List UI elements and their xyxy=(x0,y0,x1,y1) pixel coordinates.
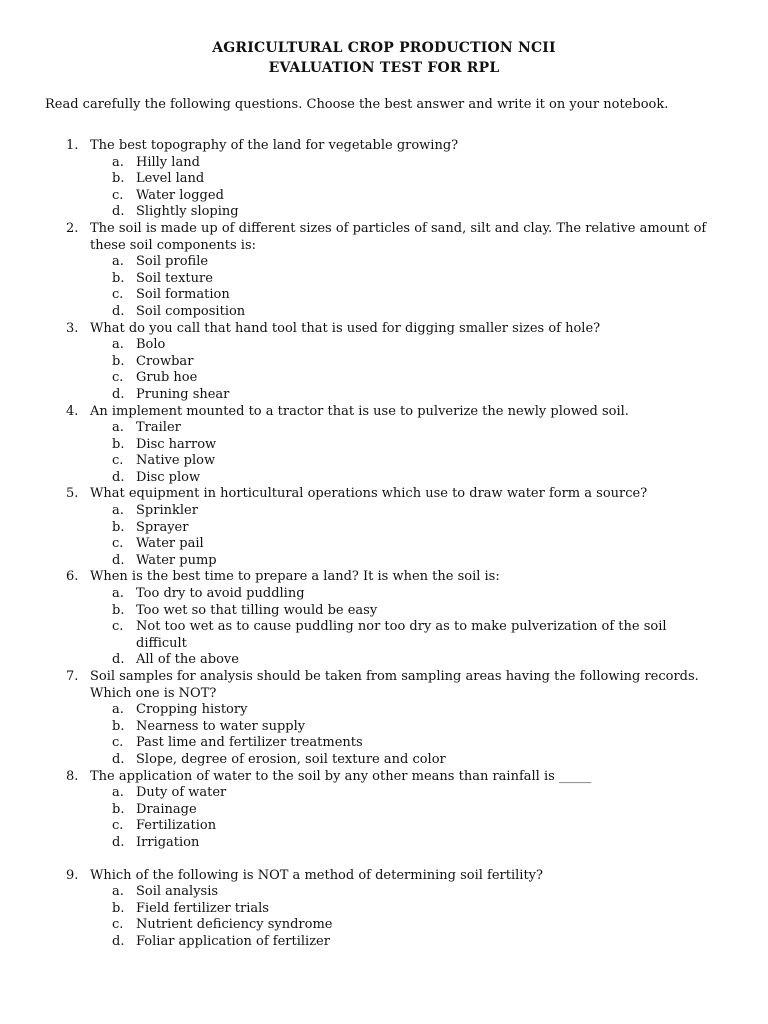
option-letter: c. xyxy=(112,536,124,552)
answer-option xyxy=(0,835,768,852)
answer-option xyxy=(0,652,768,669)
option-letter: b. xyxy=(112,900,125,916)
option-letter: b. xyxy=(112,171,125,187)
option-text: Disc harrow xyxy=(136,436,217,452)
option-text: All of the above xyxy=(136,652,239,668)
question-text: The application of water to the soil by any other means than rainfall is _____ xyxy=(90,768,592,784)
answer-option xyxy=(0,934,768,951)
question-text: An implement mounted to a tractor that is use to pulverize the newly plowed soil. xyxy=(90,403,629,419)
option-text: Sprinkler xyxy=(136,503,198,519)
option-letter: a. xyxy=(112,254,124,270)
question-text: What do you call that hand tool that is used for digging smaller sizes of hole? xyxy=(90,320,601,336)
question-item xyxy=(0,486,768,503)
option-text: Not too wet as to cause puddling nor too dry as to make pulverization of the soil difficult xyxy=(136,619,667,651)
option-letter: b. xyxy=(112,270,125,286)
answer-option xyxy=(0,204,768,221)
answer-option xyxy=(0,354,768,371)
answer-option xyxy=(0,702,768,719)
answer-option xyxy=(0,503,768,520)
question-item xyxy=(0,138,768,155)
option-text: Irrigation xyxy=(136,834,200,850)
option-text: Hilly land xyxy=(136,154,200,170)
option-text: Sprayer xyxy=(136,519,189,535)
option-letter: d. xyxy=(112,751,125,767)
option-letter: a. xyxy=(112,503,124,519)
answer-option xyxy=(0,719,768,736)
answer-option xyxy=(0,785,768,802)
question-text: The soil is made up of different sizes of particles of sand, silt and clay. The relative amount of these soil components is: xyxy=(90,220,707,253)
answer-option xyxy=(0,271,768,288)
question-text: Which of the following is NOT a method of determining soil fertility? xyxy=(90,867,544,883)
option-letter: b. xyxy=(112,519,125,535)
option-letter: c. xyxy=(112,917,124,933)
answer-option xyxy=(0,337,768,354)
option-letter: c. xyxy=(112,453,124,469)
option-letter: c. xyxy=(112,818,124,834)
question-number: 9. xyxy=(66,867,79,883)
option-text: Too dry to avoid puddling xyxy=(136,586,305,602)
option-text: Crowbar xyxy=(136,353,194,369)
question-item xyxy=(0,769,768,786)
question-number: 2. xyxy=(66,220,79,236)
option-letter: c. xyxy=(112,187,124,203)
question-number: 8. xyxy=(66,768,79,784)
option-text: Level land xyxy=(136,171,205,187)
document-subtitle: EVALUATION TEST FOR RPL xyxy=(268,60,500,76)
answer-option xyxy=(0,420,768,437)
option-letter: a. xyxy=(112,702,124,718)
option-letter: d. xyxy=(112,469,125,485)
option-text: Bolo xyxy=(136,337,166,353)
answer-option xyxy=(0,304,768,321)
option-text: Foliar application of fertilizer xyxy=(136,933,330,949)
option-letter: d. xyxy=(112,933,125,949)
question-number: 4. xyxy=(66,403,79,419)
option-letter: a. xyxy=(112,420,124,436)
option-text: Water pail xyxy=(136,536,204,552)
answer-option xyxy=(0,901,768,918)
option-letter: d. xyxy=(112,204,125,220)
answer-option xyxy=(0,603,768,620)
option-letter: a. xyxy=(112,884,124,900)
answer-option xyxy=(0,370,768,387)
question-item xyxy=(0,404,768,421)
answer-option xyxy=(0,619,768,652)
option-letter: d. xyxy=(112,552,125,568)
question-number: 5. xyxy=(66,486,79,502)
question-item xyxy=(0,569,768,586)
option-letter: c. xyxy=(112,735,124,751)
option-text: Soil analysis xyxy=(136,884,219,900)
option-letter: d. xyxy=(112,834,125,850)
answer-option xyxy=(0,188,768,205)
option-letter: c. xyxy=(112,370,124,386)
option-letter: a. xyxy=(112,785,124,801)
answer-option xyxy=(0,802,768,819)
question-number: 7. xyxy=(66,669,79,684)
answer-option xyxy=(0,735,768,752)
option-letter: a. xyxy=(112,337,124,353)
option-text: Past lime and fertilizer treatments xyxy=(136,735,363,751)
option-letter: b. xyxy=(112,353,125,369)
question-item xyxy=(0,321,768,338)
answer-option xyxy=(0,387,768,404)
answer-option xyxy=(0,553,768,570)
option-letter: b. xyxy=(112,718,125,734)
question-text: What equipment in horticultural operations which use to draw water form a source? xyxy=(90,486,648,502)
answer-option xyxy=(0,437,768,454)
option-letter: d. xyxy=(112,652,125,668)
question-item xyxy=(0,221,768,254)
option-letter: c. xyxy=(112,619,124,635)
answer-option xyxy=(0,884,768,901)
answer-option xyxy=(0,453,768,470)
option-text: Soil composition xyxy=(136,303,246,319)
option-letter: b. xyxy=(112,602,125,618)
question-number: 6. xyxy=(66,569,79,585)
option-text: Field fertilizer trials xyxy=(136,900,269,916)
option-letter: b. xyxy=(112,436,125,452)
option-text: Slightly sloping xyxy=(136,204,239,220)
answer-option xyxy=(0,470,768,487)
answer-option xyxy=(0,917,768,934)
question-list xyxy=(0,138,768,951)
option-letter: a. xyxy=(112,586,124,602)
instructions-paragraph: Read carefully the following questions. Choose the best answer and write it on your notebook. xyxy=(45,97,669,112)
answer-option xyxy=(0,520,768,537)
option-text: Too wet so that tilling would be easy xyxy=(136,602,378,618)
option-text: Pruning shear xyxy=(136,386,230,402)
answer-option xyxy=(0,536,768,553)
option-letter: b. xyxy=(112,801,125,817)
option-text: Soil profile xyxy=(136,254,209,270)
option-text: Fertilization xyxy=(136,818,217,834)
question-item xyxy=(0,669,768,702)
option-text: Nearness to water supply xyxy=(136,718,306,734)
question-item xyxy=(0,868,768,885)
option-letter: d. xyxy=(112,386,125,402)
question-number: 1. xyxy=(66,138,79,153)
option-text: Nutrient deficiency syndrome xyxy=(136,917,333,933)
option-text: Duty of water xyxy=(136,785,227,801)
option-text: Native plow xyxy=(136,453,216,469)
answer-option xyxy=(0,586,768,603)
option-text: Grub hoe xyxy=(136,370,198,386)
answer-option xyxy=(0,287,768,304)
question-number: 3. xyxy=(66,320,79,336)
option-text: Soil formation xyxy=(136,287,230,303)
document-title: AGRICULTURAL CROP PRODUCTION NCII xyxy=(212,40,556,56)
answer-option xyxy=(0,818,768,835)
question-text: The best topography of the land for vegetable growing? xyxy=(90,138,459,153)
answer-option xyxy=(0,752,768,769)
question-text: Soil samples for analysis should be taken from sampling areas having the following records. Which one is NOT? xyxy=(90,669,699,701)
option-text: Trailer xyxy=(136,420,181,436)
option-text: Cropping history xyxy=(136,702,248,718)
option-text: Water pump xyxy=(136,552,217,568)
option-text: Soil texture xyxy=(136,270,213,286)
option-letter: a. xyxy=(112,154,124,170)
option-text: Slope, degree of erosion, soil texture and color xyxy=(136,751,446,767)
option-letter: c. xyxy=(112,287,124,303)
answer-option xyxy=(0,171,768,188)
answer-option xyxy=(0,254,768,271)
option-text: Water logged xyxy=(136,187,224,203)
option-text: Drainage xyxy=(136,801,197,817)
option-letter: d. xyxy=(112,303,125,319)
answer-option xyxy=(0,155,768,172)
option-text: Disc plow xyxy=(136,469,201,485)
question-text: When is the best time to prepare a land? It is when the soil is: xyxy=(90,569,500,585)
